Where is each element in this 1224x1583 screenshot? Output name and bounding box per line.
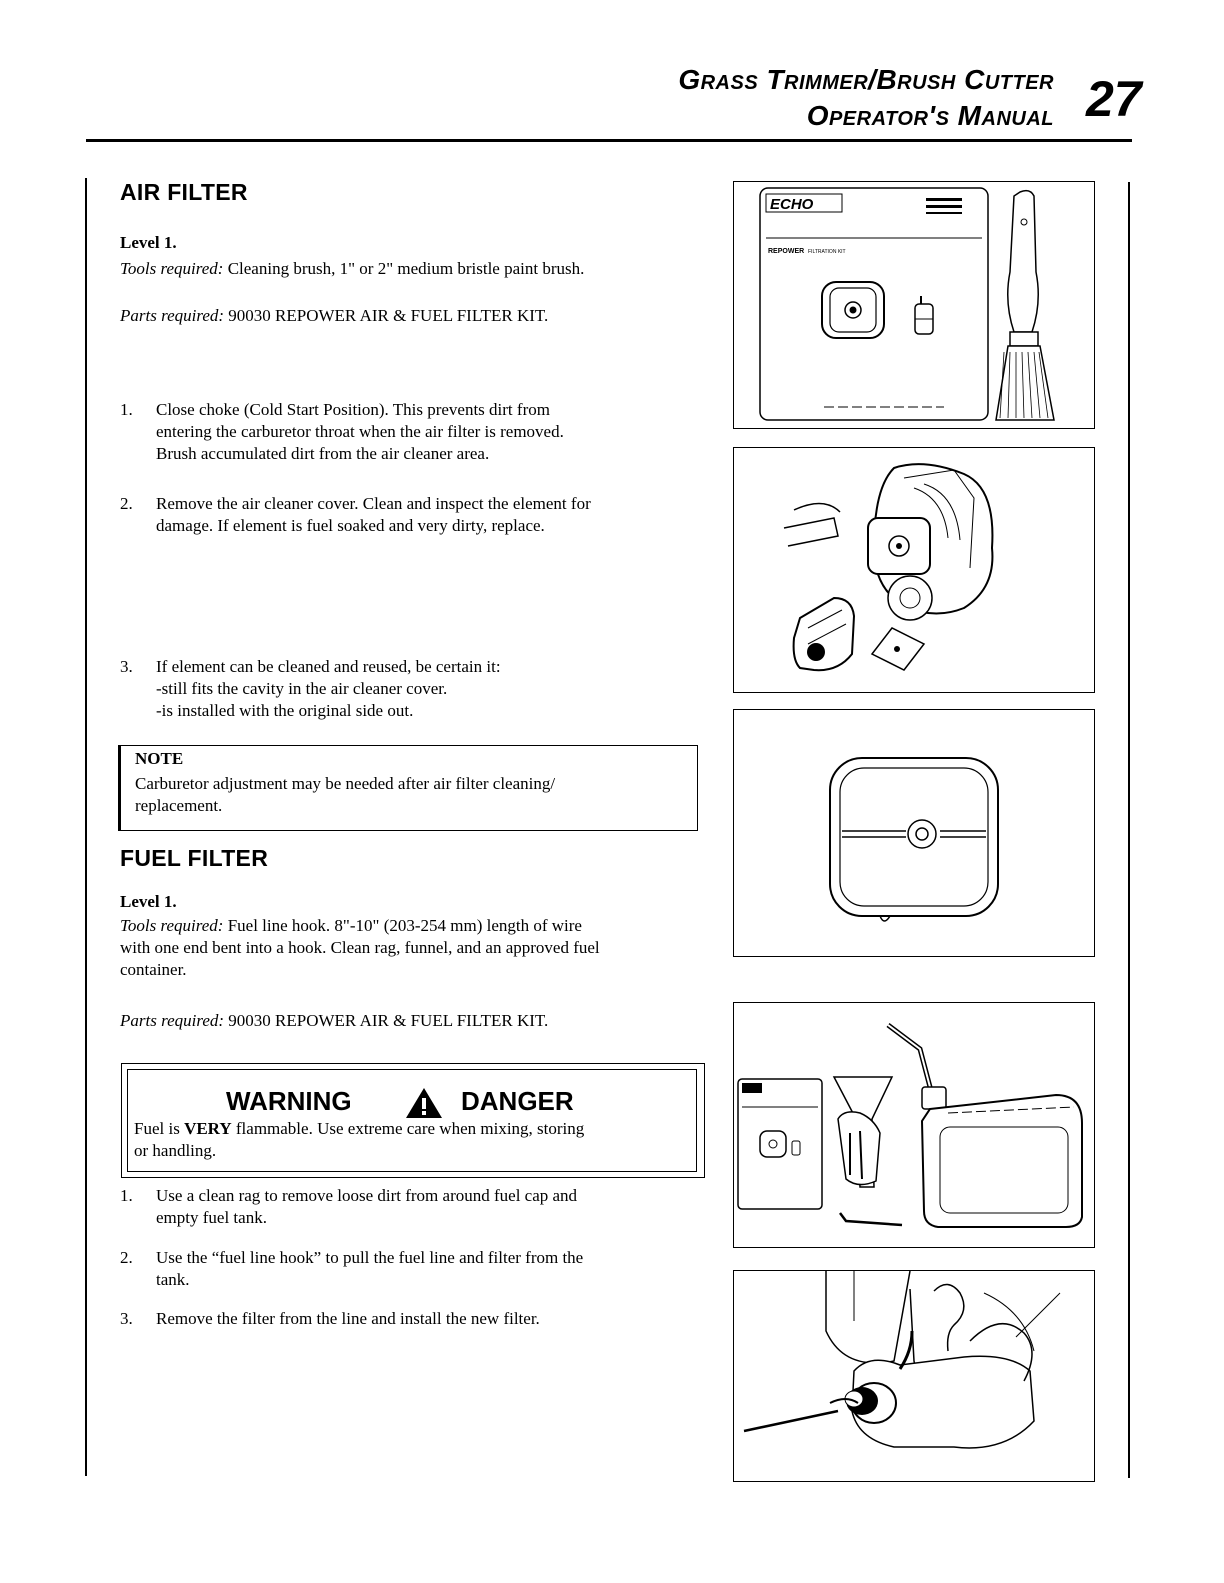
step-number: 3. [120,657,133,676]
fuel-step-1 [120,1185,700,1233]
step-number: 1. [120,400,133,419]
header-rule [86,139,1132,142]
left-margin-bar [85,178,87,1476]
note-text: Carburetor adjustment may be needed after air filter cleaning/ replacement. [135,774,556,815]
fuel-filter-heading: FUEL FILTER [120,845,269,871]
warning-title: WARNING [226,1086,352,1116]
warning-text-pre: Fuel is [134,1119,185,1138]
step-number: 1. [120,1186,133,1205]
tools-text: Fuel line hook. 8"-10" (203-254 mm) length of wire with one end bent into a hook. Clean rag, funnel, and an approved fuel container. [120,916,600,979]
filter-element-illustration [734,710,1094,956]
fuel-filter-level: Level 1. [120,892,177,911]
warning-text-bold: VERY [184,1119,232,1138]
figure-air-cleaner-removal [733,447,1095,693]
step-text: If element can be cleaned and reused, be certain it: -still fits the cavity in the air cleaner cover. -is installed with the original side out. [156,657,501,720]
warning-text [134,1118,694,1162]
kit-label: REPOWER [768,248,805,255]
warning-box [121,1063,705,1178]
warning-inner-box [127,1069,697,1172]
air-filter-tools [120,258,584,280]
air-step-1 [120,399,700,469]
figure-fuel-line-hook [733,1270,1095,1482]
fuel-line-hook-illustration [734,1271,1094,1481]
air-step-3 [120,656,700,726]
figure-filter-element [733,709,1095,957]
step-text: Remove the air cleaner cover. Clean and inspect the element for damage. If element is fuel soaked and very dirty, replace. [156,494,591,535]
step-number: 2. [120,494,133,513]
kit-brand-logo: ECHO [770,196,814,213]
parts-label: Parts required: [120,306,225,325]
fuel-supplies-illustration [734,1003,1094,1247]
step-text: Use the “fuel line hook” to pull the fuel line and filter from the tank. [156,1248,584,1289]
tools-label: Tools required: [120,916,224,935]
fuel-step-2 [120,1247,700,1295]
header-title-line1: Grass Trimmer/Brush Cutter [678,64,1054,95]
parts-text: 90030 REPOWER AIR & FUEL FILTER KIT. [228,306,549,325]
air-cleaner-illustration [734,448,1094,692]
step-text: Use a clean rag to remove loose dirt from around fuel cap and empty fuel tank. [156,1186,578,1227]
fuel-filter-tools [120,915,710,981]
tools-text: Cleaning brush, 1" or 2" medium bristle paint brush. [227,259,585,278]
step-number: 3. [120,1309,133,1328]
figure-fuel-supplies [733,1002,1095,1248]
air-filter-heading: AIR FILTER [120,179,248,205]
header-title-line2: Operator's Manual [806,100,1054,131]
danger-title: DANGER [461,1086,574,1116]
air-filter-parts [120,305,548,327]
figure-filter-kit [733,181,1095,429]
fuel-step-3 [120,1308,700,1334]
warning-triangle-icon [404,1086,444,1120]
kit-sublabel: FILTRATION KIT [808,249,846,255]
air-step-2 [120,493,700,541]
step-text: Remove the filter from the line and install the new filter. [156,1309,540,1328]
parts-text: 90030 REPOWER AIR & FUEL FILTER KIT. [228,1011,549,1030]
note-title: NOTE [135,749,184,768]
step-number: 2. [120,1248,133,1267]
tools-label: Tools required: [120,259,224,278]
page-number: 27 [1086,71,1142,127]
warning-text-post: flammable. Use extreme care when mixing, storing or handling. [134,1119,585,1160]
fuel-filter-parts [120,1010,548,1032]
air-filter-level: Level 1. [120,233,177,252]
right-margin-bar [1128,182,1130,1478]
step-text: Close choke (Cold Start Position). This prevents dirt from entering the carburetor throat when the air filter is removed. Brush accumulated dirt from the air cleaner area. [156,400,564,463]
filter-kit-illustration [734,182,1094,428]
note-box [118,745,698,831]
parts-label: Parts required: [120,1011,225,1030]
